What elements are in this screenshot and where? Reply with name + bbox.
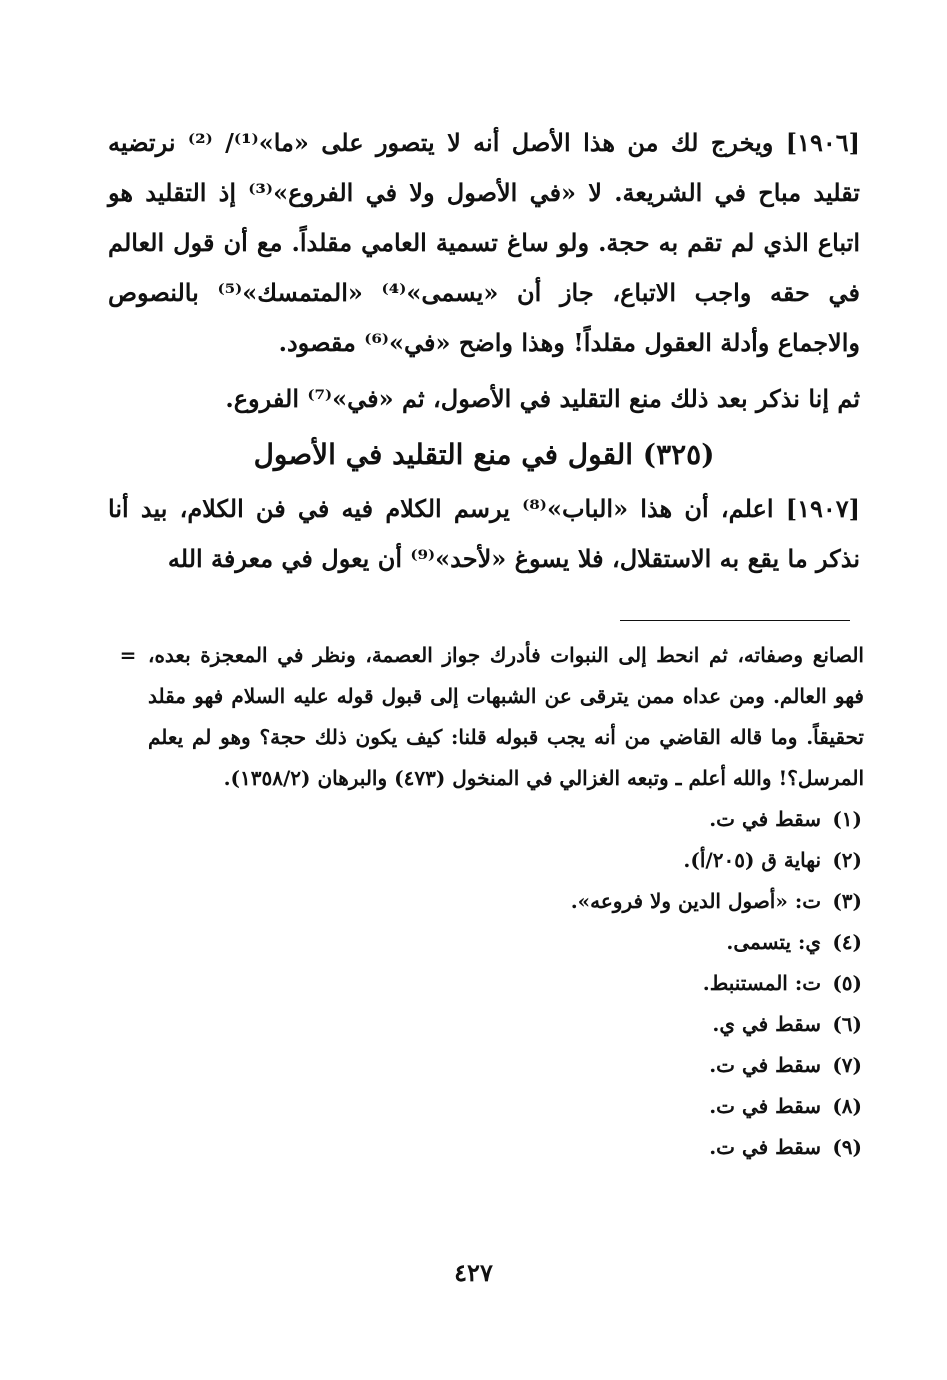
page-number: ٤٢٧ <box>454 1258 493 1287</box>
footnote-3: (٣) ت: «أصول الدين ولا فروعه». <box>570 889 862 913</box>
footnote-continuation <box>108 635 878 799</box>
continuation-mark: = <box>119 643 137 667</box>
footnotes <box>108 635 878 1168</box>
paragraph-1907: [١٩٠٧] اعلم، أن هذا «الباب»⁽⁸⁾ يرسم الكلام فيه في فن الكلام، بيد أنا نذكر ما يقع به الاستقلال، فلا يسوغ «لأحد»⁽⁹⁾ أن يعول في معرفة الله <box>108 494 860 573</box>
main-text <box>108 118 860 584</box>
continuation-text: الصانع وصفاته، ثم انحط إلى النبوات فأدرك جواز العصمة، ونظر في المعجزة بعده، فهو العالم. ومن عداه ممن يترقى عن الشبهات إلى قبول قوله عليه السلام فهو مقلد تحقيقاً. وما قاله القاضي من أنه يجب قبوله قلنا: كيف يكون ذلك حجة؟ وهو لم يعلم المرسل؟! والله أعلم ـ وتبعه الغزالي في المنخول (٤٧٣) والبرهان (١٣٥٨/٢). <box>148 643 864 790</box>
footnote-1: (١) سقط في ت. <box>709 807 862 831</box>
section-heading: (٣٢٥) القول في منع التقليد في الأصول <box>253 438 715 471</box>
paragraph-1906: [١٩٠٦] ويخرج لك من هذا الأصل أنه لا يتصور على «ما»⁽¹⁾/ ⁽²⁾ نرتضيه تقليد مباح في الشريعة. لا «في الأصول ولا في الفروع»⁽³⁾ إذ التقليد هو اتباع الذي لم تقم به حجة. ولو ساغ تسمية العامي مقلداً. مع أن قول العالم في حقه واجب الاتباع، جاز أن «يسمى»⁽⁴⁾ «المتمسك»⁽⁵⁾ بالنصوص والاجماع وأدلة العقول مقلداً! وهذا واضح «في»⁽⁶⁾ مقصود. <box>108 128 861 357</box>
footnote-5: (٥) ت: المستنبط. <box>702 971 862 995</box>
footnote-4: (٤) ي: يتسمى. <box>726 930 862 954</box>
footnote-9: (٩) سقط في ت. <box>709 1135 862 1159</box>
footnote-6: (٦) سقط في ي. <box>712 1012 862 1036</box>
footnote-separator <box>620 620 850 621</box>
footnote-8: (٨) سقط في ت. <box>709 1094 862 1118</box>
footnote-list <box>108 799 878 1168</box>
footnote-2: (٢) نهاية ق (٢٠٥/أ). <box>683 848 862 872</box>
paragraph-transition: ثم إنا نذكر بعد ذلك منع التقليد في الأصول، ثم «في»⁽⁷⁾ الفروع. <box>225 384 860 413</box>
footnote-7: (٧) سقط في ت. <box>709 1053 862 1077</box>
